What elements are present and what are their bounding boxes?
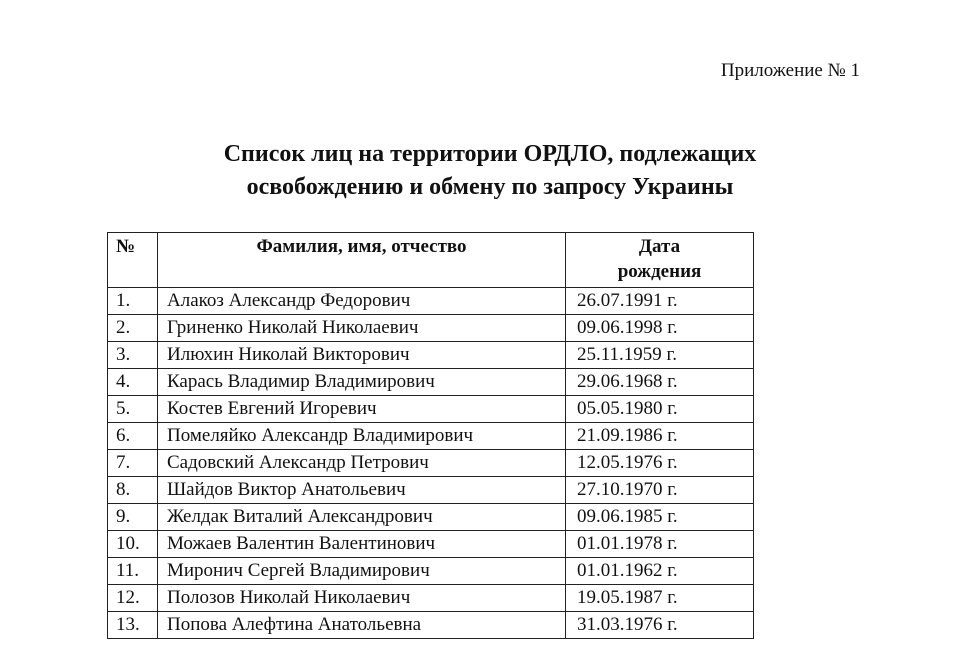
row-number: 4. [108, 369, 158, 396]
persons-table [107, 232, 754, 639]
table-header-row [108, 233, 754, 288]
row-number: 1. [108, 288, 158, 315]
row-full-name: Гриненко Николай Николаевич [158, 315, 566, 342]
row-birth-date: 09.06.1998 г. [566, 315, 754, 342]
row-birth-date: 19.05.1987 г. [566, 585, 754, 612]
row-birth-date: 21.09.1986 г. [566, 423, 754, 450]
row-birth-date: 05.05.1980 г. [566, 396, 754, 423]
header-birth-date-line-1: Дата [638, 236, 681, 257]
row-number: 3. [108, 342, 158, 369]
table-body [108, 288, 754, 639]
table-row [108, 288, 754, 315]
document-title-line-2: освобождению и обмену по запросу Украины [246, 174, 734, 200]
table-row [108, 450, 754, 477]
row-number: 13. [108, 612, 158, 639]
table-row [108, 315, 754, 342]
header-birth-date-line-2: рождения [617, 261, 702, 282]
table-row [108, 531, 754, 558]
row-birth-date: 01.01.1962 г. [566, 558, 754, 585]
document-title-line-1: Список лиц на территории ОРДЛО, подлежащих [223, 141, 757, 167]
row-full-name: Полозов Николай Николаевич [158, 585, 566, 612]
table-row [108, 396, 754, 423]
row-number: 12. [108, 585, 158, 612]
row-number: 7. [108, 450, 158, 477]
row-full-name: Алакоз Александр Федорович [158, 288, 566, 315]
row-number: 6. [108, 423, 158, 450]
row-full-name: Шайдов Виктор Анатольевич [158, 477, 566, 504]
table-row [108, 342, 754, 369]
row-full-name: Карась Владимир Владимирович [158, 369, 566, 396]
row-full-name: Илюхин Николай Викторович [158, 342, 566, 369]
row-full-name: Костев Евгений Игоревич [158, 396, 566, 423]
header-birth-date [566, 233, 754, 288]
row-full-name: Садовский Александр Петрович [158, 450, 566, 477]
row-number: 2. [108, 315, 158, 342]
table-row [108, 585, 754, 612]
row-birth-date: 01.01.1978 г. [566, 531, 754, 558]
row-birth-date: 12.05.1976 г. [566, 450, 754, 477]
row-birth-date: 29.06.1968 г. [566, 369, 754, 396]
row-number: 10. [108, 531, 158, 558]
row-full-name: Помеляйко Александр Владимирович [158, 423, 566, 450]
row-birth-date: 31.03.1976 г. [566, 612, 754, 639]
table-row [108, 612, 754, 639]
table-row [108, 423, 754, 450]
row-full-name: Можаев Валентин Валентинович [158, 531, 566, 558]
row-full-name: Миронич Сергей Владимирович [158, 558, 566, 585]
header-full-name: Фамилия, имя, отчество [158, 233, 566, 288]
row-full-name: Попова Алефтина Анатольевна [158, 612, 566, 639]
row-birth-date: 25.11.1959 г. [566, 342, 754, 369]
row-birth-date: 26.07.1991 г. [566, 288, 754, 315]
row-full-name: Желдак Виталий Александрович [158, 504, 566, 531]
row-number: 8. [108, 477, 158, 504]
table-row [108, 558, 754, 585]
row-birth-date: 27.10.1970 г. [566, 477, 754, 504]
annex-label: Приложение № 1 [720, 60, 860, 81]
table-row [108, 504, 754, 531]
table-row [108, 477, 754, 504]
table-row [108, 369, 754, 396]
header-number: № [108, 233, 158, 288]
row-number: 11. [108, 558, 158, 585]
document-title [0, 138, 980, 204]
row-number: 5. [108, 396, 158, 423]
row-birth-date: 09.06.1985 г. [566, 504, 754, 531]
row-number: 9. [108, 504, 158, 531]
